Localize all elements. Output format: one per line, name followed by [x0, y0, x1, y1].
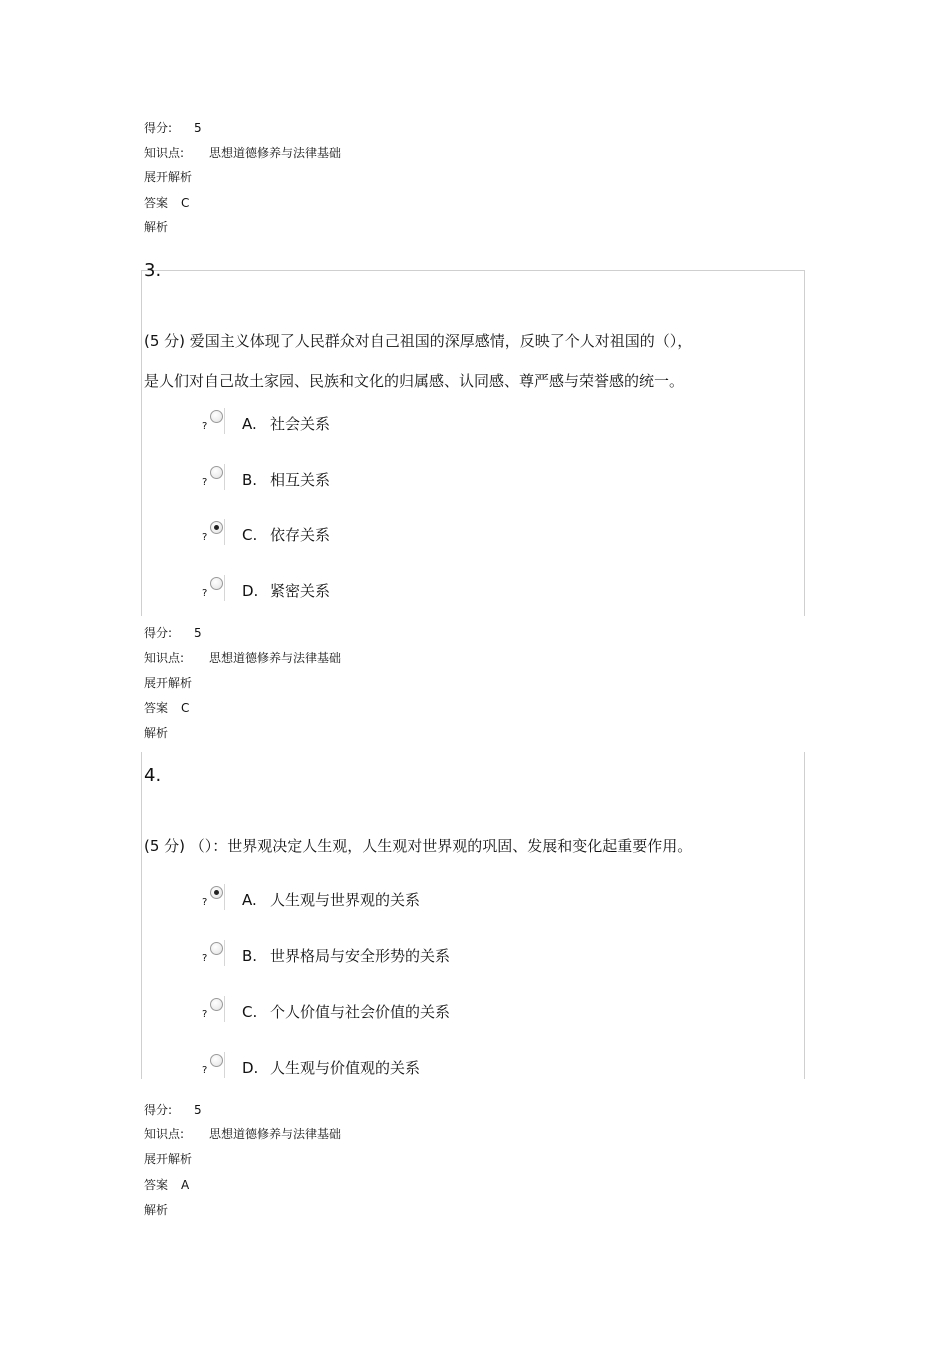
- radio-button-icon[interactable]: [210, 1054, 223, 1067]
- option-marker: ?: [202, 588, 208, 599]
- option-text: 紧密关系: [270, 582, 331, 600]
- radio-button-icon[interactable]: [210, 942, 223, 955]
- score-row-0: [144, 121, 202, 135]
- answer-value: C: [181, 196, 190, 210]
- answer-label: 答案: [144, 1178, 169, 1192]
- question-text-3-line2: 是人们对自己故土家园、民族和文化的归属感、认同感、尊严感与荣誉感的统一。: [144, 372, 685, 390]
- answer-row-3: [144, 701, 190, 715]
- option-marker: ?: [202, 532, 208, 543]
- divider: [224, 1052, 225, 1078]
- expand-analysis-link-0[interactable]: 展开解析: [144, 170, 193, 184]
- option-text: 社会关系: [270, 415, 331, 433]
- answer-row-0: [144, 196, 190, 210]
- option-marker: ?: [202, 1065, 208, 1076]
- option-marker: ?: [202, 477, 208, 488]
- question-box-4: [141, 752, 805, 1079]
- score-row-4: [144, 1103, 202, 1117]
- option-letter: A.: [242, 891, 257, 909]
- divider: [224, 884, 225, 910]
- analysis-label-0: 解析: [144, 220, 169, 234]
- answer-label: 答案: [144, 196, 169, 210]
- radio-button-icon[interactable]: [210, 466, 223, 479]
- option-marker: ?: [202, 953, 208, 964]
- option-text: 世界格局与安全形势的关系: [270, 947, 451, 965]
- option-text: 人生观与世界观的关系: [270, 891, 421, 909]
- option-letter: B.: [242, 947, 258, 965]
- option-text: 人生观与价值观的关系: [270, 1059, 421, 1077]
- score-row-3: [144, 626, 202, 640]
- score-value: 5: [194, 626, 202, 640]
- option-letter: D.: [242, 1059, 259, 1077]
- option-text: 依存关系: [270, 526, 331, 544]
- score-label: 得分:: [144, 121, 173, 135]
- radio-button-icon[interactable]: [210, 998, 223, 1011]
- option-letter: A.: [242, 415, 257, 433]
- option-letter: C.: [242, 526, 258, 544]
- option-text: 个人价值与社会价值的关系: [270, 1003, 451, 1021]
- knowledge-label: 知识点:: [144, 1127, 185, 1141]
- radio-button-selected-icon[interactable]: [210, 521, 223, 534]
- knowledge-label: 知识点:: [144, 146, 185, 160]
- expand-analysis-link-4[interactable]: 展开解析: [144, 1152, 193, 1166]
- question-number-4: 4.: [144, 765, 162, 786]
- knowledge-value: 思想道德修养与法律基础: [209, 1127, 342, 1141]
- divider: [224, 464, 225, 490]
- analysis-label-3: 解析: [144, 726, 169, 740]
- radio-button-icon[interactable]: [210, 577, 223, 590]
- knowledge-value: 思想道德修养与法律基础: [209, 146, 342, 160]
- option-letter: D.: [242, 582, 259, 600]
- knowledge-value: 思想道德修养与法律基础: [209, 651, 342, 665]
- radio-dot: [214, 525, 219, 530]
- radio-button-icon[interactable]: [210, 410, 223, 423]
- divider: [224, 519, 225, 545]
- divider: [224, 408, 225, 434]
- answer-value: A: [181, 1178, 190, 1192]
- divider: [224, 940, 225, 966]
- score-label: 得分:: [144, 626, 173, 640]
- option-marker: ?: [202, 421, 208, 432]
- question-box-3: [141, 270, 805, 616]
- score-value: 5: [194, 1103, 202, 1117]
- divider: [224, 996, 225, 1022]
- expand-analysis-link-3[interactable]: 展开解析: [144, 676, 193, 690]
- knowledge-row-3: [144, 651, 342, 665]
- question-number-3: 3.: [144, 260, 162, 281]
- radio-dot: [214, 890, 219, 895]
- analysis-label-4: 解析: [144, 1203, 169, 1217]
- option-marker: ?: [202, 1009, 208, 1020]
- knowledge-row-4: [144, 1127, 342, 1141]
- score-label: 得分:: [144, 1103, 173, 1117]
- option-letter: B.: [242, 471, 258, 489]
- option-marker: ?: [202, 897, 208, 908]
- option-text: 相互关系: [270, 471, 331, 489]
- knowledge-label: 知识点:: [144, 651, 185, 665]
- score-value: 5: [194, 121, 202, 135]
- answer-row-4: [144, 1178, 190, 1192]
- option-letter: C.: [242, 1003, 258, 1021]
- answer-value: C: [181, 701, 190, 715]
- radio-button-selected-icon[interactable]: [210, 886, 223, 899]
- knowledge-row-0: [144, 146, 342, 160]
- divider: [224, 575, 225, 601]
- question-text-3-line1: (5 分) 爱国主义体现了人民群众对自己祖国的深厚感情，反映了个人对祖国的（），: [144, 332, 693, 350]
- answer-label: 答案: [144, 701, 169, 715]
- question-text-4: (5 分) （）：世界观决定人生观，人生观对世界观的巩固、发展和变化起重要作用。: [144, 837, 693, 855]
